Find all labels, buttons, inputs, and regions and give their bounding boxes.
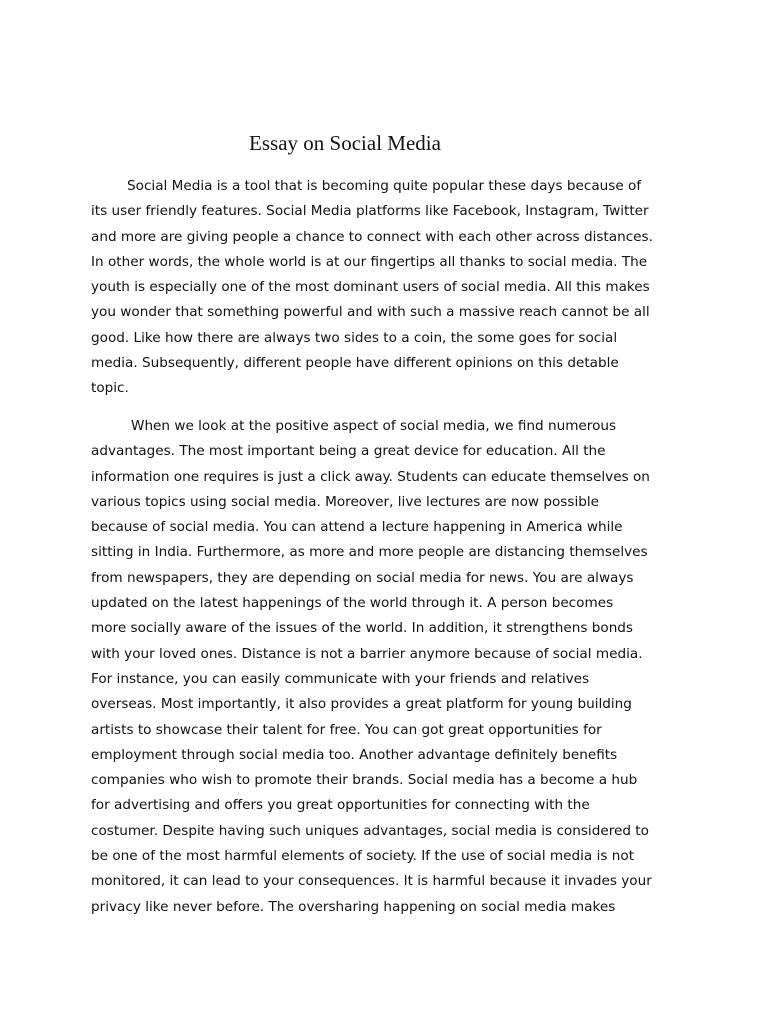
paragraph-line: sitting in India. Furthermore, as more and more people are distancing themselves [91, 544, 648, 561]
paragraph-line: for advertising and offers you great opportunities for connecting with the [91, 797, 590, 814]
paragraph-line: advantages. The most important being a great device for education. All the [91, 443, 606, 460]
paragraph-line: and more are giving people a chance to connect with each other across distances. [91, 228, 653, 245]
document-title: Essay on Social Media [249, 131, 441, 155]
paragraph-line: youth is especially one of the most dominant users of social media. All this makes [91, 279, 650, 296]
paragraph-line: more socially aware of the issues of the world. In addition, it strengthens bonds [91, 620, 634, 637]
paragraph-line: from newspapers, they are depending on social media for news. You are always [91, 569, 634, 586]
paragraph-line: media. Subsequently, different people have different opinions on this detable [91, 355, 619, 372]
paragraph-line: monitored, it can lead to your consequences. It is harmful because it invades your [91, 873, 652, 890]
paragraph-line: with your loved ones. Distance is not a barrier anymore because of social media. [91, 645, 643, 662]
paragraph-line: information one requires is just a click away. Students can educate themselves on [91, 468, 650, 485]
paragraph-line: employment through social media too. Another advantage definitely benefits [91, 746, 618, 763]
paragraph-line: you wonder that something powerful and with such a massive reach cannot be all [91, 304, 650, 321]
paragraph-line: good. Like how there are always two sides to a coin, the some goes for social [91, 329, 618, 346]
paragraph-line: overseas. Most importantly, it also provides a great platform for young building [91, 696, 632, 713]
paragraph-line: In other words, the whole world is at our fingertips all thanks to social media. The [91, 253, 648, 270]
paragraph-line: When we look at the positive aspect of social media, we find numerous [131, 418, 617, 434]
paragraph-line: For instance, you can easily communicate with your friends and relatives [91, 670, 590, 687]
paragraph-line: companies who wish to promote their brands. Social media has a become a hub [91, 772, 638, 789]
paragraph-line: be one of the most harmful elements of society. If the use of social media is not [91, 848, 635, 865]
paragraph-2 [91, 414, 681, 920]
paragraph-line: Social Media is a tool that is becoming quite popular these days because of [127, 178, 642, 194]
paragraph-line: various topics using social media. Moreover, live lectures are now possible [91, 493, 599, 510]
paragraph-line: artists to showcase their talent for free. You can got great opportunities for [91, 721, 602, 738]
paragraph-line: updated on the latest happenings of the world through it. A person becomes [91, 595, 614, 612]
paragraph-line: its user friendly features. Social Media platforms like Facebook, Instagram, Twitter [91, 203, 649, 220]
paragraph-line: costumer. Despite having such uniques advantages, social media is considered to [91, 822, 649, 839]
paragraph-line: privacy like never before. The oversharing happening on social media makes [91, 898, 616, 915]
paragraph-line: topic. [91, 380, 129, 397]
paragraph-1 [91, 174, 681, 402]
paragraph-line: because of social media. You can attend a lecture happening in America while [91, 519, 623, 536]
